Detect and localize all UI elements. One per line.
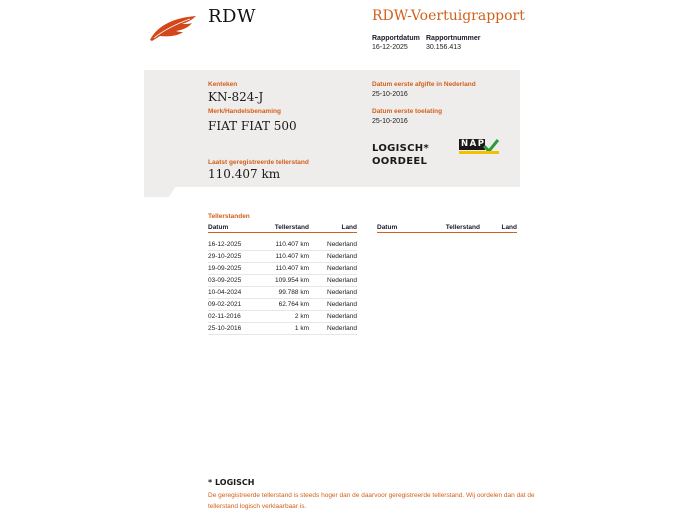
table-cell: 03-09-2025: [208, 275, 260, 287]
table-row: [208, 263, 357, 275]
panel-notch: [144, 186, 176, 197]
table-cell: Nederland: [309, 299, 357, 311]
table-cell: Nederland: [309, 239, 357, 251]
table-cell: Nederland: [309, 287, 357, 299]
table-cell: Nederland: [309, 311, 357, 323]
table-row: [208, 311, 357, 323]
table-cell: 62.764 km: [260, 299, 309, 311]
table-cell: 109.954 km: [260, 275, 309, 287]
table-row: [208, 287, 357, 299]
readings-table-left: [208, 224, 357, 335]
table-row: [208, 323, 357, 335]
table-cell: 16-12-2025: [208, 239, 260, 251]
first-admission-label: Datum eerste toelating: [372, 108, 443, 115]
first-nl-label: Datum eerste afgifte in Nederland: [372, 81, 476, 88]
footer-text: De geregistreerde tellerstand is steeds hoger dan de daarvoor geregistreerde tellerstand. Wij oordelen dan dat de tellerstand logisch verklaarbaar is.: [208, 492, 535, 510]
table-cell: 25-10-2016: [208, 323, 260, 335]
report-number: 30.156.413: [426, 44, 462, 51]
col-date-2: Datum: [377, 224, 431, 233]
brand-name: RDW: [208, 6, 256, 27]
report-title: RDW-Voertuigrapport: [372, 8, 525, 24]
report-date-label: Rapportdatum: [372, 35, 420, 42]
table-cell: Nederland: [309, 251, 357, 263]
table-cell: 110.407 km: [260, 263, 309, 275]
table-cell: 02-11-2016: [208, 311, 260, 323]
verdict-line-2: OORDEEL: [372, 156, 428, 167]
footer-title: * LOGISCH: [208, 478, 255, 487]
table-row: [208, 239, 357, 251]
table-row: [208, 299, 357, 311]
make-label: Merk/Handelsbenaming: [208, 108, 281, 115]
verdict-line-1: LOGISCH*: [372, 143, 429, 154]
report-number-label: Rapportnummer: [426, 35, 481, 42]
first-admission-value: 25-10-2016: [372, 118, 408, 125]
table-cell: 19-09-2025: [208, 263, 260, 275]
nap-underline: [459, 151, 499, 154]
first-nl-value: 25-10-2016: [372, 91, 408, 98]
table-cell: 110.407 km: [260, 239, 309, 251]
table-cell: 1 km: [260, 323, 309, 335]
table-row: [208, 275, 357, 287]
col-reading: Tellerstand: [260, 224, 309, 233]
plate-label: Kenteken: [208, 81, 238, 88]
readings-table-right: [377, 224, 517, 233]
table-cell: 10-04-2024: [208, 287, 260, 299]
table-cell: Nederland: [309, 263, 357, 275]
nap-logo: [459, 138, 499, 156]
table-cell: 29-10-2025: [208, 251, 260, 263]
table-cell: 2 km: [260, 311, 309, 323]
odometer-label: Laatst geregistreerde tellerstand: [208, 159, 309, 166]
table-cell: 110.407 km: [260, 251, 309, 263]
table-row: [208, 251, 357, 263]
odometer-value: 110.407 km: [208, 167, 281, 181]
readings-title: Tellerstanden: [208, 213, 250, 220]
col-country: Land: [309, 224, 357, 233]
table-cell: 09-02-2021: [208, 299, 260, 311]
nap-text: NAP: [461, 139, 486, 149]
col-reading-2: Tellerstand: [431, 224, 480, 233]
table-cell: Nederland: [309, 323, 357, 335]
make-value: FIAT FIAT 500: [208, 119, 297, 133]
col-country-2: Land: [480, 224, 517, 233]
verdict: [372, 142, 429, 168]
col-date: Datum: [208, 224, 260, 233]
plate-value: KN-824-J: [208, 90, 264, 104]
table-cell: Nederland: [309, 275, 357, 287]
table-cell: 99.788 km: [260, 287, 309, 299]
report-date: 16-12-2025: [372, 44, 408, 51]
rdw-feather-logo: [148, 14, 200, 42]
